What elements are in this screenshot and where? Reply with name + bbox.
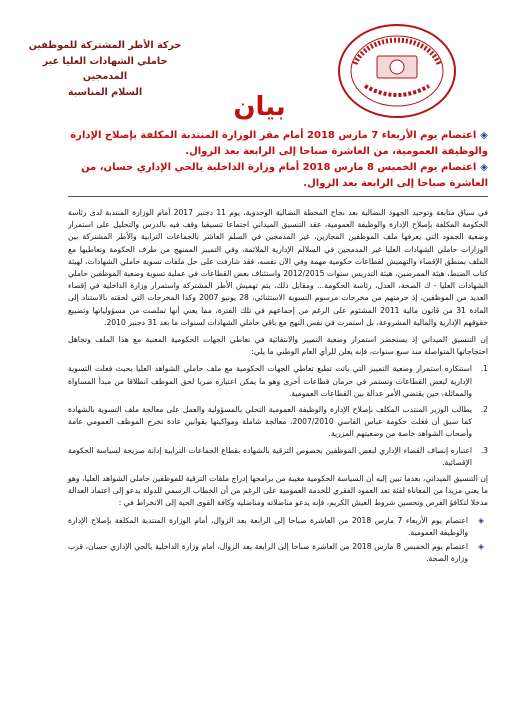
summary-item: ◈اعتصام يوم الخميس 8 مارس 2018 أمام وزارة الداخلية بالحي الإداري حسان، من العاشرة صباحا إلى الرابعة بعد الزوال. xyxy=(81,162,488,189)
statement-title: بيان xyxy=(233,92,286,122)
bullet-icon: ◈ xyxy=(480,130,488,141)
action-item: ◈ اعتصام يوم الخميس 8 مارس 2018 من العاشرة صباحا إلى الرابعة بعد الزوال، أمام وزارة الداخلية بالحي الإداري حسان، قرب وزارة الصحة. xyxy=(68,542,484,564)
org-line-3: السلام المناسبة xyxy=(67,86,143,98)
bullet-icon: ◈ xyxy=(480,162,488,173)
paragraph-declaration: إن التنسيق الميداني إذ يستحضر استمرار وضعية التمييز والانتقائية في تعاطي الجهات الحكومية المعنية مع هذا الملف وتجاهل احتجاجاتها المتواصلة منذ سبع سنوات، فإنه يعلن للرأي العام الوطني ما يلي: xyxy=(68,335,488,357)
paragraph-intro: في سياق متابعة وتوحيد الجهود النضالية بعد نجاح المحطة النضالية الوحدوية، يوم 11 دجنبر 2017 أمام الوزارة المنتدبة لدى رئاسة الحكومة المكلفة بإصلاح الإدارة والوظيفة العمومية، عقد التنسيق الميداني اجتماعا تنسيقيا وقف فيه بالدرس والتحليل على استمرار وضعية الجمود التي يعرفها ملف الموظفين المجازين، غير المدمجين في السلم العاشر بالجماعات الترابية والأطر المشتركة بين الوزارات حاملي الشهادات العليا غير المدمجين في السلالم الإدارية الملائمة، وفي التمييز الممنهج من طرف الحكومة وتعاطيها مع الملف بمنطق الإقصاء والتهميش لقطاعات حكومية مهمة وفي الآن نفسه، فقد شارفت على حل ملفات تسوية حاملي الشهادات، لهيئة كتاب الضبط، هيئة الممرضين، هيئة التدريس سنوات 2012/2015 واستئناف بعض القطاعات في عملية تسوية وضعية الموظفين حاملي الشهادات العليا - ك الصحة، العدل، رئاسة الحكومة... ومقابل ذلك، يتم تهميش الأطر المشتركة واستمرار وزارة الداخلية في إقصاء العديد من الموظفين، إذ حرمتهم من مخرجات مرسوم التسوية الاستثنائي، 28 يونيو 2007 وكذا المخرجات التي لحقته بالاستناد إلى المادة 31 من قانون مالية 2011 المشئوم على الرغم من إجماعهم في تلك الفترة، مما يعني أنها تملصت من مسؤولياتها وتضييع حقوقهم الإدارية والمالية المشروعة، بل استمرت في نفس النهج مع باقي حاملي الشهادات لسنوات ما بعد 31 دجنبر 2010. xyxy=(68,208,489,327)
numbered-item: 3. اعتباره إنصاف القضاء الإداري لبعض الموظفين بخصوص الترقية بالشهادة بقطاع الجماعات الترابية إدانة صريحة لسياسة الحكومة الإقصائية. xyxy=(68,445,488,467)
summary-item: ◈اعتصام يوم الأربعاء 7 مارس 2018 أمام مقر الوزارة المنتدبة المكلفة بإصلاح الإدارة والوظيفة العمومية، من العاشرة صباحا إلى الرابعة بعد الزوال. xyxy=(70,130,488,157)
numbered-item: 2. يطالب الوزير المنتدب المكلف بإصلاح الإدارة والوظيفة العمومية التحلي بالمسؤولية والعمل على معالجة ملف التسوية بالشهادة كما سبق أن فعلت حكومة عباس الفاسي 2007/2010، معالجة شاملة ومواكبتها بقوانين عادة تخرج الموظف العمومي عامة وأصحاب الشواهد خاصة من وضعيتهم المزرية. xyxy=(68,405,488,439)
numbered-item: 1. استنكاره استمرار وضعية التمييز التي باتت تطبع تعاطي الجهات الحكومية مع ملف حاملي الشواهد العليا بحيث فعلت التسوية الإدارية لبعض القطاعات وتستمر في حرمان قطاعات أخرى وهو ما يمكن اعتباره ضربا لحق الموظف انطلاقا من مبدأ المساواة والمماثلة، حين يقتضي الأمر عدالة بين القطاعات العمومية. xyxy=(68,364,488,398)
organization-header xyxy=(20,38,190,100)
statement-body xyxy=(68,207,488,567)
paragraph-call: إن التنسيق الميداني، بعدما تبين إليه أن السياسة الحكومية مغيبة من برامجها إدراج ملفات الترقية للموظفين حاملي الشواهد العليا، وهو ما يعني مزيدا من المعاناة لفئة تعد العمود الفقري للخدمة العمومية على الرغم من أن الخطاب الرسمي للدولة يدعو إلى اعتماد العدالة مدخلا لتكافؤ الفرص وتحسين شروط العيش الكريم، فإنه يدعو مناضلاته ومناضليه وكافة القوى الحية إلى الانخراط في : xyxy=(68,474,488,508)
org-line-1: حركة الأطر المشتركة للموظفين xyxy=(28,40,182,51)
action-item: ◈ اعتصام يوم الأربعاء 7 مارس 2018 من العاشرة صباحا إلى الرابعة بعد الزوال، أمام الوزارة المنتدبة المكلفة بإصلاح الإدارة والوظيفة العمومية. xyxy=(68,515,484,537)
announcement-summary xyxy=(68,128,488,192)
divider xyxy=(68,196,488,197)
org-line-2: حاملي الشهادات العليا غير المدمجين xyxy=(42,55,168,82)
bullet-icon: ◈ xyxy=(478,542,484,552)
bullet-icon: ◈ xyxy=(478,515,484,525)
